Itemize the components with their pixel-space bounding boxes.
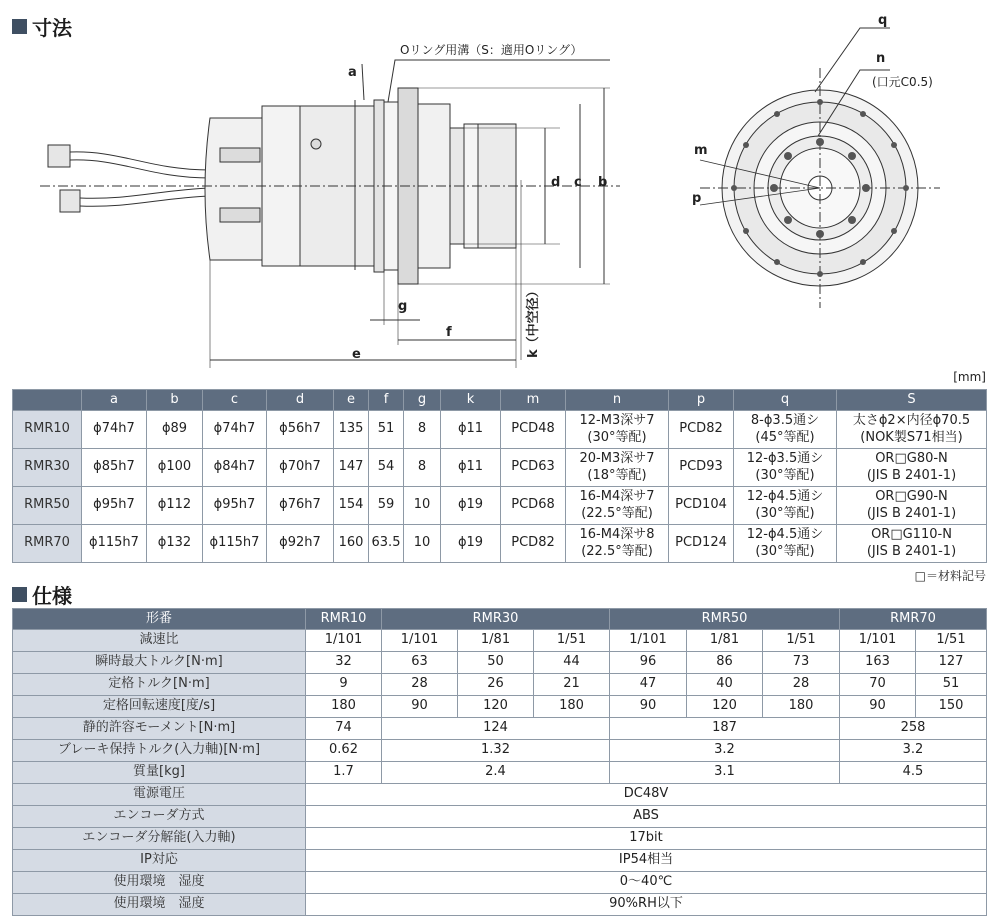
cell-s xyxy=(837,525,987,563)
cell: 180 xyxy=(534,696,610,718)
cell-q-line1: 8-ϕ3.5通シ xyxy=(750,413,820,429)
col-header: n xyxy=(566,390,669,411)
cell-m: PCD82 xyxy=(501,525,566,563)
model-cell: RMR10 xyxy=(13,411,82,449)
cell: 50 xyxy=(458,652,534,674)
cell: 1/101 xyxy=(610,630,687,652)
cell-n xyxy=(566,411,669,449)
cell: 28 xyxy=(382,674,458,696)
cell-n-line2: (30°等配) xyxy=(587,429,647,445)
col-header: e xyxy=(334,390,369,411)
cell: 180 xyxy=(306,696,382,718)
cell-g: 8 xyxy=(404,411,441,449)
cell: 74 xyxy=(306,718,382,740)
cell-d: ϕ56h7 xyxy=(267,411,334,449)
cell-g: 10 xyxy=(404,487,441,525)
table-row xyxy=(13,894,987,916)
col-header: q xyxy=(734,390,837,411)
col-header: p xyxy=(669,390,734,411)
cell-s-line2: (JIS B 2401-1) xyxy=(866,467,957,483)
table-row xyxy=(13,762,987,784)
cell: 44 xyxy=(534,652,610,674)
cell-q xyxy=(734,525,837,563)
callout-n-note: (口元C0.5) xyxy=(872,75,933,89)
cell-n-line1: 20-M3深サ7 xyxy=(579,451,655,467)
row-label: 質量[kg] xyxy=(13,762,306,784)
cell: 3.1 xyxy=(610,762,840,784)
cell-s-line2: (NOK製S71相当) xyxy=(860,429,963,445)
col-header: k xyxy=(441,390,501,411)
model-cell: RMR30 xyxy=(13,449,82,487)
cell: 3.2 xyxy=(610,740,840,762)
section-marker-icon xyxy=(12,19,27,34)
cell-q-line2: (30°等配) xyxy=(755,543,815,559)
cell: 124 xyxy=(382,718,610,740)
cell-g: 10 xyxy=(404,525,441,563)
cell-n-line1: 12-M3深サ7 xyxy=(579,413,655,429)
callout-c: c xyxy=(574,175,582,190)
cell: 28 xyxy=(763,674,840,696)
table-row xyxy=(13,630,987,652)
table-row xyxy=(13,784,987,806)
specs-section-title: 仕様 xyxy=(12,580,72,609)
cell-n-line1: 16-M4深サ8 xyxy=(579,527,655,543)
cell-k: ϕ19 xyxy=(441,525,501,563)
cell-g: 8 xyxy=(404,449,441,487)
cell-a: ϕ74h7 xyxy=(82,411,147,449)
cell-f: 63.5 xyxy=(369,525,404,563)
table-row xyxy=(13,740,987,762)
cell: DC48V xyxy=(306,784,987,806)
cell-m: PCD68 xyxy=(501,487,566,525)
col-header: f xyxy=(369,390,404,411)
callout-f: f xyxy=(446,325,452,340)
cell-c: ϕ115h7 xyxy=(203,525,267,563)
table-row xyxy=(13,487,987,525)
cell-e: 154 xyxy=(334,487,369,525)
cell: 21 xyxy=(534,674,610,696)
cell-q-line1: 12-ϕ3.5通シ xyxy=(746,451,824,467)
col-header: g xyxy=(404,390,441,411)
cell-q-line1: 12-ϕ4.5通シ xyxy=(746,527,824,543)
specs-table xyxy=(12,608,987,916)
cell-b: ϕ112 xyxy=(147,487,203,525)
cell: 90 xyxy=(610,696,687,718)
cell-s-line2: (JIS B 2401-1) xyxy=(866,543,957,559)
cell-c: ϕ95h7 xyxy=(203,487,267,525)
cell-b: ϕ89 xyxy=(147,411,203,449)
cell: 120 xyxy=(458,696,534,718)
cell-n xyxy=(566,525,669,563)
callout-m: m xyxy=(694,143,708,158)
row-label: 使用環境 湿度 xyxy=(13,894,306,916)
col-header: c xyxy=(203,390,267,411)
cell-c: ϕ74h7 xyxy=(203,411,267,449)
col-header: 形番 xyxy=(13,609,306,630)
section-marker-icon xyxy=(12,587,27,602)
cell-m: PCD48 xyxy=(501,411,566,449)
cell: 2.4 xyxy=(382,762,610,784)
cell: 51 xyxy=(916,674,987,696)
table-row xyxy=(13,696,987,718)
cell-p: PCD82 xyxy=(669,411,734,449)
cell-n-line2: (18°等配) xyxy=(587,467,647,483)
cell-d: ϕ92h7 xyxy=(267,525,334,563)
cell-k: ϕ11 xyxy=(441,449,501,487)
cell-s-line1: OR□G90-N xyxy=(875,489,948,505)
cell-p: PCD93 xyxy=(669,449,734,487)
cell: IP54相当 xyxy=(306,850,987,872)
callout-b: b xyxy=(598,175,608,190)
cell: 3.2 xyxy=(840,740,987,762)
callout-q: q xyxy=(878,13,888,28)
cell-n xyxy=(566,449,669,487)
row-label: エンコーダ方式 xyxy=(13,806,306,828)
cell-q xyxy=(734,487,837,525)
cell: 150 xyxy=(916,696,987,718)
cell-n-line1: 16-M4深サ7 xyxy=(579,489,655,505)
cell: 70 xyxy=(840,674,916,696)
cell-q-line2: (45°等配) xyxy=(755,429,815,445)
cell: 1/51 xyxy=(916,630,987,652)
cell-b: ϕ100 xyxy=(147,449,203,487)
cell-d: ϕ76h7 xyxy=(267,487,334,525)
cell-n-line2: (22.5°等配) xyxy=(581,505,653,521)
table-row xyxy=(13,674,987,696)
dimensions-section-title: 寸法 xyxy=(12,12,72,41)
table-row xyxy=(13,525,987,563)
cell: 1/81 xyxy=(458,630,534,652)
cell-e: 160 xyxy=(334,525,369,563)
table-row xyxy=(13,828,987,850)
cell: 17bit xyxy=(306,828,987,850)
row-label: 減速比 xyxy=(13,630,306,652)
table-row xyxy=(13,806,987,828)
cell: 63 xyxy=(382,652,458,674)
row-label: 定格トルク[N·m] xyxy=(13,674,306,696)
model-cell: RMR50 xyxy=(13,487,82,525)
col-header: RMR30 xyxy=(382,609,610,630)
callout-g: g xyxy=(398,299,408,314)
col-header: m xyxy=(501,390,566,411)
cell-s xyxy=(837,411,987,449)
row-label: 電源電圧 xyxy=(13,784,306,806)
cell-a: ϕ115h7 xyxy=(82,525,147,563)
cell-p: PCD104 xyxy=(669,487,734,525)
cell: 0.62 xyxy=(306,740,382,762)
cell: 1/101 xyxy=(382,630,458,652)
connector-2 xyxy=(60,190,80,212)
unit-label: [mm] xyxy=(953,370,986,384)
cell: 163 xyxy=(840,652,916,674)
cell-a: ϕ95h7 xyxy=(82,487,147,525)
cell-f: 59 xyxy=(369,487,404,525)
cell-q-line2: (30°等配) xyxy=(755,505,815,521)
cell-s-line1: 太さϕ2×内径ϕ70.5 xyxy=(852,413,971,429)
cell: 127 xyxy=(916,652,987,674)
cell-d: ϕ70h7 xyxy=(267,449,334,487)
row-label: エンコーダ分解能(入力軸) xyxy=(13,828,306,850)
cell-s-line1: OR□G110-N xyxy=(871,527,952,543)
cell: 73 xyxy=(763,652,840,674)
callout-n: n xyxy=(876,51,886,66)
cell-p: PCD124 xyxy=(669,525,734,563)
row-label: 使用環境 湿度 xyxy=(13,872,306,894)
cell-q xyxy=(734,449,837,487)
connector-1 xyxy=(48,145,70,167)
table-row xyxy=(13,850,987,872)
cell-s-line1: OR□G80-N xyxy=(875,451,948,467)
cell: 1/51 xyxy=(534,630,610,652)
cell: 1/101 xyxy=(306,630,382,652)
oring-groove-note: Oリング用溝（S：適用Oリング） xyxy=(400,43,583,57)
dimensions-header-row xyxy=(13,390,987,411)
cell-e: 147 xyxy=(334,449,369,487)
cell: 1/81 xyxy=(687,630,763,652)
cell-k: ϕ19 xyxy=(441,487,501,525)
callout-e: e xyxy=(352,347,361,362)
cell: 258 xyxy=(840,718,987,740)
cell-f: 51 xyxy=(369,411,404,449)
model-cell: RMR70 xyxy=(13,525,82,563)
cell: 1.7 xyxy=(306,762,382,784)
cell: 96 xyxy=(610,652,687,674)
cell-a: ϕ85h7 xyxy=(82,449,147,487)
callout-a: a xyxy=(348,65,357,80)
cell-m: PCD63 xyxy=(501,449,566,487)
cell-s xyxy=(837,449,987,487)
table-row xyxy=(13,872,987,894)
cell: ABS xyxy=(306,806,987,828)
table-row xyxy=(13,449,987,487)
col-header xyxy=(13,390,82,411)
cell: 26 xyxy=(458,674,534,696)
cell-s-line2: (JIS B 2401-1) xyxy=(866,505,957,521)
cell: 90 xyxy=(382,696,458,718)
cell-q xyxy=(734,411,837,449)
material-code-footnote: □＝材料記号 xyxy=(914,569,986,583)
cell: 90%RH以下 xyxy=(306,894,987,916)
col-header: RMR50 xyxy=(610,609,840,630)
row-label: 定格回転速度[度/s] xyxy=(13,696,306,718)
cell: 9 xyxy=(306,674,382,696)
cell: 47 xyxy=(610,674,687,696)
table-row xyxy=(13,411,987,449)
cell-c: ϕ84h7 xyxy=(203,449,267,487)
cell: 86 xyxy=(687,652,763,674)
cell: 90 xyxy=(840,696,916,718)
cell: 32 xyxy=(306,652,382,674)
cell-e: 135 xyxy=(334,411,369,449)
cell: 1/101 xyxy=(840,630,916,652)
row-label: ブレーキ保持トルク(入力軸)[N·m] xyxy=(13,740,306,762)
callout-p: p xyxy=(692,191,702,206)
table-row xyxy=(13,652,987,674)
callout-k: k（中空径） xyxy=(526,284,541,358)
row-label: 静的許容モーメント[N·m] xyxy=(13,718,306,740)
col-header: d xyxy=(267,390,334,411)
table-row xyxy=(13,718,987,740)
row-label: IP対応 xyxy=(13,850,306,872)
cell: 180 xyxy=(763,696,840,718)
cell-f: 54 xyxy=(369,449,404,487)
cell: 1/51 xyxy=(763,630,840,652)
cell: 1.32 xyxy=(382,740,610,762)
cell-n-line2: (22.5°等配) xyxy=(581,543,653,559)
cell-q-line2: (30°等配) xyxy=(755,467,815,483)
cell: 120 xyxy=(687,696,763,718)
cell-b: ϕ132 xyxy=(147,525,203,563)
cell-q-line1: 12-ϕ4.5通シ xyxy=(746,489,824,505)
dimensions-table xyxy=(12,389,987,563)
row-label: 瞬時最大トルク[N·m] xyxy=(13,652,306,674)
cell-n xyxy=(566,487,669,525)
cell-s xyxy=(837,487,987,525)
col-header: RMR10 xyxy=(306,609,382,630)
cell: 187 xyxy=(610,718,840,740)
callout-d: d xyxy=(551,175,561,190)
col-header: RMR70 xyxy=(840,609,987,630)
cell: 0～40℃ xyxy=(306,872,987,894)
cell: 4.5 xyxy=(840,762,987,784)
col-header: b xyxy=(147,390,203,411)
specs-header-row xyxy=(13,609,987,630)
cell-k: ϕ11 xyxy=(441,411,501,449)
col-header: a xyxy=(82,390,147,411)
cell: 40 xyxy=(687,674,763,696)
col-header: S xyxy=(837,390,987,411)
